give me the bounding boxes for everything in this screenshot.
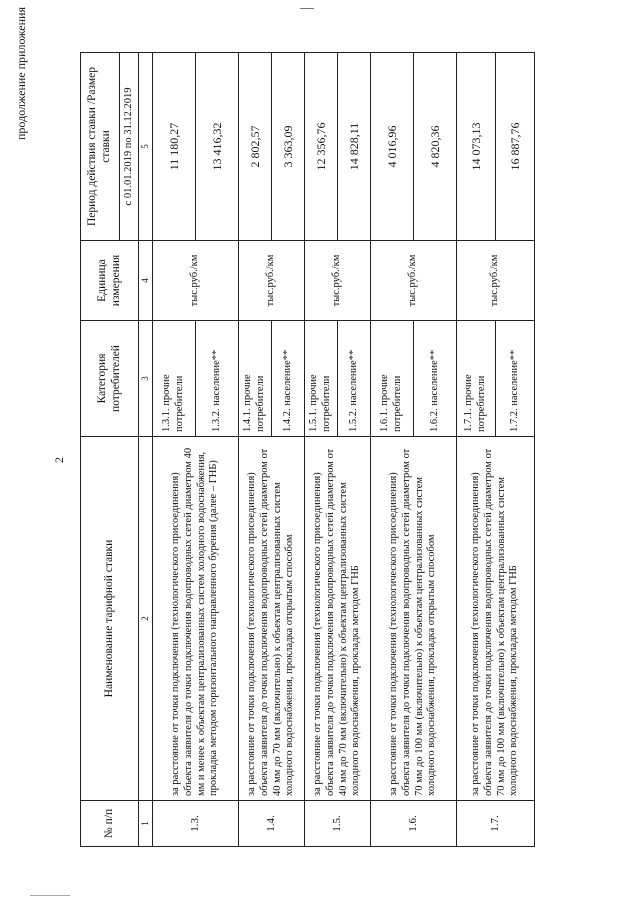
- rate-name: за расстояние от точки подключения (технологического присоединения) объекта заявителя до точки подключения водопроводных сетей диаметром от 40 мм до 70 мм (включительно) к объектам централизованных систем холодного водоснабжения, прокладка методом ГНБ: [305, 437, 371, 801]
- table-row: [239, 53, 272, 847]
- column-index: 2: [139, 437, 153, 801]
- category-other: 1.5.1. прочие потребители: [305, 321, 338, 437]
- category-other: 1.4.1. прочие потребители: [239, 321, 272, 437]
- row-number: 1.4.: [239, 801, 305, 847]
- rate-name: за расстояние от точки подключения (технологического присоединения) объекта заявителя до точки подключения водопроводных сетей диаметром от 40 мм до 70 мм (включительно) к объектам централизованных систем холодного водоснабжения, прокладка открытым способом: [239, 437, 305, 801]
- unit-cell: тыс.руб./км: [457, 241, 535, 321]
- column-index: 3: [139, 321, 153, 437]
- rate-name: за расстояние от точки подключения (технологического присоединения) объекта заявителя до точки подключения водопроводных сетей диаметром 40 мм и менее к объектам централизованных систем холодного водоснабжения, прокладка методом горизонтального направленного бурения (далее – ГНБ): [153, 437, 239, 801]
- row-number: 1.6.: [371, 801, 457, 847]
- unit-cell: тыс.руб./км: [153, 241, 239, 321]
- unit-cell: тыс.руб./км: [371, 241, 457, 321]
- rate-value: 16 887,76: [496, 53, 535, 241]
- table-row: [457, 53, 496, 847]
- header-category: Категория потребителей: [81, 321, 139, 437]
- rate-value: 3 363,09: [272, 53, 305, 241]
- tariff-table: [80, 52, 535, 847]
- row-number: 1.7.: [457, 801, 535, 847]
- header-period-range: с 01.01.2019 по 31.12.2019: [120, 53, 139, 241]
- rate-value: 13 416,32: [196, 53, 239, 241]
- rate-value: 12 356,76: [305, 53, 338, 241]
- row-number: 1.3.: [153, 801, 239, 847]
- header-num: № п/п: [81, 801, 139, 847]
- continuation-note: продолжение приложения: [14, 7, 28, 140]
- category-population: 1.7.2. население**: [496, 321, 535, 437]
- rate-name: за расстояние от точки подключения (технологического присоединения) объекта заявителя до точки подключения водопроводных сетей диаметром от 70 мм до 100 мм (включительно) к объектам централизованных систем холодного водоснабжения, прокладка методом ГНБ: [457, 437, 535, 801]
- category-other: 1.6.1. прочие потребители: [371, 321, 414, 437]
- page-number: 2: [52, 457, 66, 463]
- header-period: Период действия ставки /Размер ставки: [81, 53, 120, 241]
- column-index: 5: [139, 53, 153, 241]
- column-index-row: [139, 53, 153, 847]
- row-number: 1.5.: [305, 801, 371, 847]
- column-index: 4: [139, 241, 153, 321]
- rate-value: 11 180,27: [153, 53, 196, 241]
- category-other: 1.7.1. прочие потребители: [457, 321, 496, 437]
- header-unit: Единица измерения: [81, 241, 139, 321]
- rate-value: 4 820,36: [414, 53, 457, 241]
- category-population: 1.3.2. население**: [196, 321, 239, 437]
- table-row: [153, 53, 196, 847]
- rate-value: 14 828,11: [338, 53, 371, 241]
- rate-name: за расстояние от точки подключения (технологического присоединения) объекта заявителя до точки подключения водопроводных сетей диаметром от 70 мм до 100 мм (включительно) к объектам централизованных систем холодного водоснабжения, прокладка открытым способом: [371, 437, 457, 801]
- table-row: [305, 53, 338, 847]
- category-population: 1.6.2. население**: [414, 321, 457, 437]
- category-other: 1.3.1. прочие потребители: [153, 321, 196, 437]
- unit-cell: тыс.руб./км: [239, 241, 305, 321]
- rate-value: 14 073,13: [457, 53, 496, 241]
- header-name: Наименование тарифной ставки: [81, 437, 139, 801]
- column-index: 1: [139, 801, 153, 847]
- unit-cell: тыс.руб./км: [305, 241, 371, 321]
- table-row: [371, 53, 414, 847]
- category-population: 1.5.2. население**: [338, 321, 371, 437]
- rate-value: 4 016,96: [371, 53, 414, 241]
- scan-artifact: [300, 8, 314, 9]
- category-population: 1.4.2. население**: [272, 321, 305, 437]
- scan-artifact: [30, 895, 70, 896]
- rate-value: 2 802,57: [239, 53, 272, 241]
